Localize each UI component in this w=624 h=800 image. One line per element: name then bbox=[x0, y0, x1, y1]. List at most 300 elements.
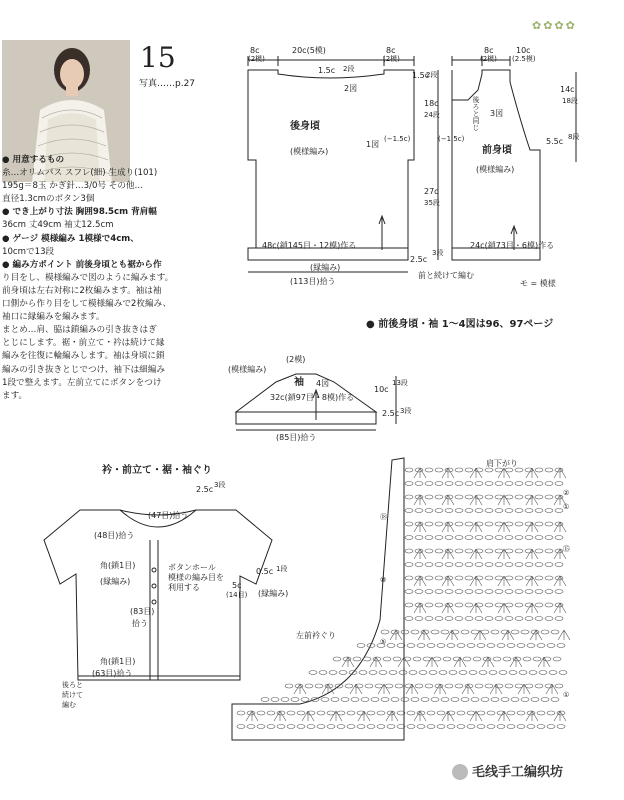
chain-stitch bbox=[525, 482, 533, 486]
chain-stitch bbox=[425, 603, 433, 607]
chain-stitch bbox=[425, 522, 433, 526]
chain-stitch bbox=[497, 725, 505, 729]
chain-stitch bbox=[455, 617, 463, 621]
chain-stitch bbox=[435, 549, 443, 553]
chain-stitch bbox=[505, 536, 513, 540]
chain-stitch bbox=[525, 563, 533, 567]
chain-stitch bbox=[291, 698, 299, 702]
chain-stitch bbox=[435, 617, 443, 621]
chain-stitch bbox=[399, 671, 407, 675]
fan-stitch bbox=[406, 684, 418, 694]
chain-stitch bbox=[369, 671, 377, 675]
chain-stitch bbox=[405, 495, 413, 499]
chain-stitch bbox=[393, 657, 401, 661]
edging-stitch: (縁編み) bbox=[100, 577, 131, 586]
fan-stitch bbox=[470, 549, 482, 559]
chain-stitch bbox=[515, 509, 523, 513]
fan-stitch bbox=[426, 657, 438, 667]
fan-stitch bbox=[502, 630, 514, 640]
fan-stitch bbox=[322, 684, 334, 694]
front-stitch: (模様編み) bbox=[476, 165, 515, 174]
pattern-number: 15 bbox=[140, 41, 176, 74]
chain-stitch bbox=[517, 725, 525, 729]
fan-stitch bbox=[370, 657, 382, 667]
instruction-line: とじにします。裾・前立て・衿は続けて縁 bbox=[2, 338, 165, 349]
chain-stitch bbox=[485, 684, 493, 688]
front-pickup: (83目) bbox=[130, 607, 155, 616]
chain-stitch bbox=[445, 617, 453, 621]
fan-stitch bbox=[442, 576, 454, 586]
neck-pickup: (48目)拾う bbox=[94, 531, 135, 540]
row-marker: ② bbox=[563, 489, 570, 497]
chain-stitch bbox=[425, 549, 433, 553]
chain-stitch bbox=[435, 536, 443, 540]
chain-stitch bbox=[535, 495, 543, 499]
chain-stitch bbox=[465, 509, 473, 513]
chain-stitch bbox=[395, 684, 403, 688]
chain-stitch bbox=[405, 468, 413, 472]
chain-stitch bbox=[435, 495, 443, 499]
chain-stitch bbox=[317, 725, 325, 729]
front-side-height-rows: 8段 bbox=[568, 133, 580, 141]
fan-stitch bbox=[442, 549, 454, 559]
sleeve-title: 袖 bbox=[294, 377, 304, 388]
fan-stitch bbox=[498, 711, 510, 721]
chain-stitch bbox=[535, 482, 543, 486]
chain-stitch bbox=[437, 711, 445, 715]
chain-stitch bbox=[495, 617, 503, 621]
fan-stitch bbox=[358, 711, 370, 721]
back-neck-depth: 1.5c bbox=[318, 66, 336, 75]
chain-stitch bbox=[327, 725, 335, 729]
chain-stitch bbox=[407, 644, 415, 648]
chain-stitch bbox=[405, 522, 413, 526]
chain-stitch bbox=[479, 671, 487, 675]
chain-stitch bbox=[317, 711, 325, 715]
chain-stitch bbox=[507, 644, 515, 648]
chain-stitch bbox=[485, 536, 493, 540]
fan-stitch bbox=[498, 468, 510, 478]
chain-stitch bbox=[493, 657, 501, 661]
chain-stitch bbox=[495, 563, 503, 567]
back-shoulder-left: 8c bbox=[250, 46, 260, 55]
fan-stitch bbox=[554, 468, 566, 478]
chain-stitch bbox=[427, 644, 435, 648]
chain-stitch bbox=[555, 482, 563, 486]
chain-stitch bbox=[445, 509, 453, 513]
chain-stitch bbox=[515, 617, 523, 621]
chain-stitch bbox=[495, 509, 503, 513]
chain-stitch bbox=[285, 684, 293, 688]
chain-stitch bbox=[435, 522, 443, 526]
chain-stitch bbox=[405, 482, 413, 486]
chain-stitch bbox=[555, 536, 563, 540]
chain-stitch bbox=[485, 603, 493, 607]
back-neck-depth-rows: 2段 bbox=[343, 65, 355, 73]
chain-stitch bbox=[445, 482, 453, 486]
back-border-text: (縁編み) bbox=[310, 263, 341, 272]
chain-stitch bbox=[465, 563, 473, 567]
chain-stitch bbox=[455, 684, 463, 688]
fan-stitch bbox=[274, 711, 286, 721]
chain-stitch bbox=[371, 698, 379, 702]
fan-stitch bbox=[518, 684, 530, 694]
chain-stitch bbox=[551, 630, 559, 634]
chain-stitch bbox=[535, 684, 543, 688]
chain-stitch bbox=[425, 509, 433, 513]
chain-stitch bbox=[517, 644, 525, 648]
chain-stitch bbox=[511, 630, 519, 634]
chain-stitch bbox=[331, 698, 339, 702]
chain-stitch bbox=[503, 657, 511, 661]
chain-stitch bbox=[515, 522, 523, 526]
instruction-line: 36cm 丈49cm 袖丈12.5cm bbox=[2, 220, 114, 231]
chain-stitch bbox=[297, 711, 305, 715]
chain-stitch bbox=[487, 644, 495, 648]
chain-stitch bbox=[481, 698, 489, 702]
sleeve-stitch: (模様編み) bbox=[228, 365, 267, 374]
corner-2: 角(鎖1目) bbox=[100, 657, 136, 666]
front-body-outline bbox=[452, 70, 540, 248]
chain-stitch bbox=[429, 671, 437, 675]
chain-stitch bbox=[353, 657, 361, 661]
chain-stitch bbox=[475, 617, 483, 621]
chain-stitch bbox=[435, 468, 443, 472]
chain-stitch bbox=[411, 698, 419, 702]
chain-stitch bbox=[467, 725, 475, 729]
shoulder-height: 1.5c bbox=[412, 71, 430, 80]
chain-stitch bbox=[237, 725, 245, 729]
chain-stitch bbox=[485, 590, 493, 594]
fan-stitch bbox=[470, 603, 482, 613]
front-neck-rows: (2.5模) bbox=[512, 55, 536, 63]
sleeve-top: (2模) bbox=[286, 355, 306, 364]
chain-stitch bbox=[545, 522, 553, 526]
continue-note-1: 後ろと bbox=[62, 681, 83, 689]
front-neck: 10c bbox=[516, 46, 531, 55]
chain-stitch bbox=[515, 590, 523, 594]
chain-stitch bbox=[505, 482, 513, 486]
chain-stitch bbox=[455, 509, 463, 513]
chain-stitch bbox=[425, 468, 433, 472]
chain-stitch bbox=[535, 576, 543, 580]
chain-stitch bbox=[367, 725, 375, 729]
chain-stitch bbox=[465, 522, 473, 526]
chain-stitch bbox=[417, 725, 425, 729]
chain-stitch bbox=[407, 725, 415, 729]
fan-stitch bbox=[538, 657, 550, 667]
chain-stitch bbox=[431, 698, 439, 702]
fan-stitch bbox=[442, 495, 454, 505]
fan-stitch bbox=[498, 576, 510, 586]
buttonhole-label-3: 利用する bbox=[168, 583, 200, 592]
chain-stitch bbox=[557, 725, 565, 729]
fan-stitch bbox=[342, 657, 354, 667]
chain-stitch bbox=[535, 563, 543, 567]
chain-stitch bbox=[545, 563, 553, 567]
watermark: 毛线手工编织坊 bbox=[472, 765, 564, 780]
chain-stitch bbox=[491, 630, 499, 634]
chain-stitch bbox=[455, 468, 463, 472]
chain-stitch bbox=[357, 725, 365, 729]
fan-stitch bbox=[498, 522, 510, 532]
instruction-line: 編みを往復に輪編みします。袖は身頃に鎖 bbox=[2, 351, 165, 362]
fan-stitch bbox=[414, 576, 426, 586]
fan-stitch bbox=[414, 603, 426, 613]
chain-stitch bbox=[237, 711, 245, 715]
chain-stitch bbox=[415, 617, 423, 621]
shoulder-height-rows: 2段 bbox=[426, 71, 438, 79]
chain-stitch bbox=[519, 671, 527, 675]
row-marker: ① bbox=[563, 503, 570, 511]
chain-stitch bbox=[495, 590, 503, 594]
chain-stitch bbox=[415, 536, 423, 540]
instruction-line: ● ゲージ 模様編み 1模様で4cm、 bbox=[2, 233, 230, 246]
chain-stitch bbox=[437, 644, 445, 648]
chain-stitch bbox=[555, 590, 563, 594]
instruction-line: り目をし、模様編みで図のように編みます。 bbox=[2, 272, 174, 283]
instruction-line: ● 編み方ポイント 前後身頃とも裾から作 bbox=[2, 259, 230, 272]
fan-stitch bbox=[442, 522, 454, 532]
sleeve-cuff-width: 32c(鎖97目・8模)作る bbox=[270, 393, 355, 402]
fan-stitch bbox=[442, 603, 454, 613]
chain-stitch bbox=[515, 603, 523, 607]
chain-stitch bbox=[535, 549, 543, 553]
chain-stitch bbox=[405, 576, 413, 580]
front-pickup-2: 拾う bbox=[132, 619, 148, 628]
fan-stitch bbox=[434, 684, 446, 694]
chain-stitch bbox=[401, 630, 409, 634]
fan-stitch bbox=[546, 684, 558, 694]
chain-stitch bbox=[409, 671, 417, 675]
chain-stitch bbox=[541, 698, 549, 702]
chain-stitch bbox=[419, 671, 427, 675]
chain-stitch bbox=[415, 563, 423, 567]
chain-stitch bbox=[525, 509, 533, 513]
chain-stitch bbox=[495, 482, 503, 486]
chain-stitch bbox=[297, 725, 305, 729]
back-shoulder-right-rows: (2模) bbox=[383, 55, 400, 63]
chain-stitch bbox=[405, 509, 413, 513]
chain-stitch bbox=[545, 468, 553, 472]
chain-stitch bbox=[441, 698, 449, 702]
chain-stitch bbox=[381, 698, 389, 702]
chain-stitch bbox=[347, 725, 355, 729]
chain-stitch bbox=[411, 630, 419, 634]
chain-stitch bbox=[257, 725, 265, 729]
chain-stitch bbox=[505, 563, 513, 567]
chain-stitch bbox=[525, 617, 533, 621]
chain-stitch bbox=[505, 590, 513, 594]
chain-stitch bbox=[321, 698, 329, 702]
chain-stitch bbox=[477, 725, 485, 729]
back-fig1: 1図 bbox=[366, 140, 380, 149]
chain-stitch bbox=[505, 509, 513, 513]
fan-stitch bbox=[526, 549, 538, 559]
chain-stitch bbox=[337, 725, 345, 729]
fan-stitch bbox=[470, 576, 482, 586]
chain-stitch bbox=[517, 711, 525, 715]
chain-stitch bbox=[359, 671, 367, 675]
chain-stitch bbox=[515, 536, 523, 540]
row-marker: ⑩ bbox=[380, 576, 387, 584]
fan-stitch bbox=[462, 684, 474, 694]
chain-stitch bbox=[389, 671, 397, 675]
chain-stitch bbox=[485, 468, 493, 472]
instruction-line: ● 用意するもの bbox=[2, 154, 230, 167]
chain-stitch bbox=[449, 671, 457, 675]
chain-stitch bbox=[547, 644, 555, 648]
instruction-line: 編みの引き抜きとじでつけ、袖下は細編み bbox=[2, 364, 165, 375]
fan-stitch bbox=[414, 468, 426, 478]
chain-stitch bbox=[425, 482, 433, 486]
chain-stitch bbox=[545, 603, 553, 607]
fan-stitch bbox=[470, 522, 482, 532]
chain-stitch bbox=[415, 684, 423, 688]
back-bottom-width: 48c(鎖145目・12模)作る bbox=[262, 241, 357, 250]
chain-stitch bbox=[555, 509, 563, 513]
chain-stitch bbox=[431, 630, 439, 634]
fan-stitch bbox=[526, 468, 538, 478]
photo-reference: 写真……p.27 bbox=[139, 79, 196, 89]
chain-stitch bbox=[425, 576, 433, 580]
chain-stitch bbox=[405, 536, 413, 540]
chain-stitch bbox=[455, 576, 463, 580]
chain-stitch bbox=[535, 590, 543, 594]
back-neck-width: 20c(5模) bbox=[292, 46, 326, 55]
chain-stitch bbox=[305, 684, 313, 688]
chain-stitch bbox=[455, 603, 463, 607]
collar-height-rows: 3段 bbox=[214, 481, 226, 489]
chain-stitch bbox=[475, 684, 483, 688]
chain-stitch bbox=[415, 482, 423, 486]
chain-stitch bbox=[515, 549, 523, 553]
band-stitch: (縁編み) bbox=[258, 589, 289, 598]
sleeve-height-rows: 13段 bbox=[392, 379, 408, 387]
chain-stitch bbox=[537, 644, 545, 648]
chain-stitch bbox=[363, 657, 371, 661]
collar-height: 2.5c bbox=[196, 485, 214, 494]
front-side-height: 5.5c bbox=[546, 137, 564, 146]
chain-stitch bbox=[533, 657, 541, 661]
chain-stitch bbox=[475, 509, 483, 513]
chain-stitch bbox=[401, 698, 409, 702]
chain-stitch bbox=[455, 522, 463, 526]
chain-stitch bbox=[465, 468, 473, 472]
back-shoulder-left-rows: (2模) bbox=[248, 55, 265, 63]
chain-stitch bbox=[527, 644, 535, 648]
chain-stitch bbox=[477, 644, 485, 648]
chain-stitch bbox=[333, 657, 341, 661]
fan-stitch bbox=[482, 657, 494, 667]
chain-stitch bbox=[545, 590, 553, 594]
instruction-line: 直径1.3cmのボタン3個 bbox=[2, 194, 95, 205]
fan-stitch bbox=[414, 495, 426, 505]
chain-stitch bbox=[553, 657, 561, 661]
chain-stitch bbox=[491, 698, 499, 702]
chain-stitch bbox=[341, 698, 349, 702]
fan-stitch bbox=[526, 711, 538, 721]
front-back-same: 後ろと同じ bbox=[472, 96, 480, 131]
front-neck-height: 14c bbox=[560, 85, 575, 94]
chain-stitch bbox=[505, 617, 513, 621]
chain-stitch bbox=[457, 725, 465, 729]
back-title: 後身頃 bbox=[290, 121, 320, 132]
chain-stitch bbox=[421, 698, 429, 702]
chain-stitch bbox=[485, 549, 493, 553]
chain-stitch bbox=[523, 657, 531, 661]
fan-stitch bbox=[470, 468, 482, 478]
chain-stitch bbox=[455, 482, 463, 486]
chain-stitch bbox=[539, 671, 547, 675]
chain-stitch bbox=[351, 698, 359, 702]
chain-stitch bbox=[555, 684, 563, 688]
chain-stitch bbox=[473, 657, 481, 661]
chain-stitch bbox=[559, 671, 567, 675]
chain-stitch bbox=[435, 509, 443, 513]
fan-stitch bbox=[526, 522, 538, 532]
chain-stitch bbox=[339, 671, 347, 675]
chain-stitch bbox=[535, 617, 543, 621]
chain-stitch bbox=[271, 698, 279, 702]
fan-stitch bbox=[414, 522, 426, 532]
chain-stitch bbox=[525, 536, 533, 540]
chain-stitch bbox=[467, 644, 475, 648]
chain-stitch bbox=[485, 563, 493, 567]
back-stitch: (模様編み) bbox=[290, 147, 329, 156]
chain-stitch bbox=[287, 725, 295, 729]
chain-stitch bbox=[451, 698, 459, 702]
chain-stitch bbox=[365, 684, 373, 688]
chain-stitch bbox=[447, 644, 455, 648]
chain-stitch bbox=[379, 671, 387, 675]
chain-stitch bbox=[487, 725, 495, 729]
chain-stitch bbox=[505, 684, 513, 688]
chain-stitch bbox=[469, 671, 477, 675]
chain-stitch bbox=[445, 590, 453, 594]
row-marker: ⑮ bbox=[563, 545, 570, 553]
chain-stitch bbox=[413, 657, 421, 661]
fan-stitch bbox=[554, 603, 566, 613]
chain-stitch bbox=[511, 698, 519, 702]
chain-stitch bbox=[405, 617, 413, 621]
chain-stitch bbox=[465, 536, 473, 540]
chain-stitch bbox=[387, 725, 395, 729]
chain-stitch bbox=[309, 671, 317, 675]
front-shoulder-rows: (2模) bbox=[480, 55, 497, 63]
fan-stitch bbox=[390, 630, 402, 640]
chain-stitch bbox=[489, 671, 497, 675]
chain-stitch bbox=[455, 590, 463, 594]
chain-stitch bbox=[465, 495, 473, 499]
instruction-line: ● でき上がり寸法 胸囲98.5cm 背肩幅 bbox=[2, 206, 230, 219]
chain-stitch bbox=[461, 630, 469, 634]
chain-stitch bbox=[307, 725, 315, 729]
instruction-line: 口側から作り目をして模様編みで2枚編み、 bbox=[2, 299, 172, 310]
sleeve-height: 10c bbox=[374, 385, 389, 394]
chain-stitch bbox=[301, 698, 309, 702]
chain-stitch bbox=[441, 630, 449, 634]
chain-stitch bbox=[487, 711, 495, 715]
chain-stitch bbox=[465, 549, 473, 553]
fan-stitch bbox=[442, 468, 454, 478]
chain-stitch bbox=[545, 482, 553, 486]
chain-stitch bbox=[547, 711, 555, 715]
fan-stitch bbox=[530, 630, 542, 640]
chain-stitch bbox=[515, 495, 523, 499]
chain-stitch bbox=[501, 698, 509, 702]
chain-stitch bbox=[509, 671, 517, 675]
